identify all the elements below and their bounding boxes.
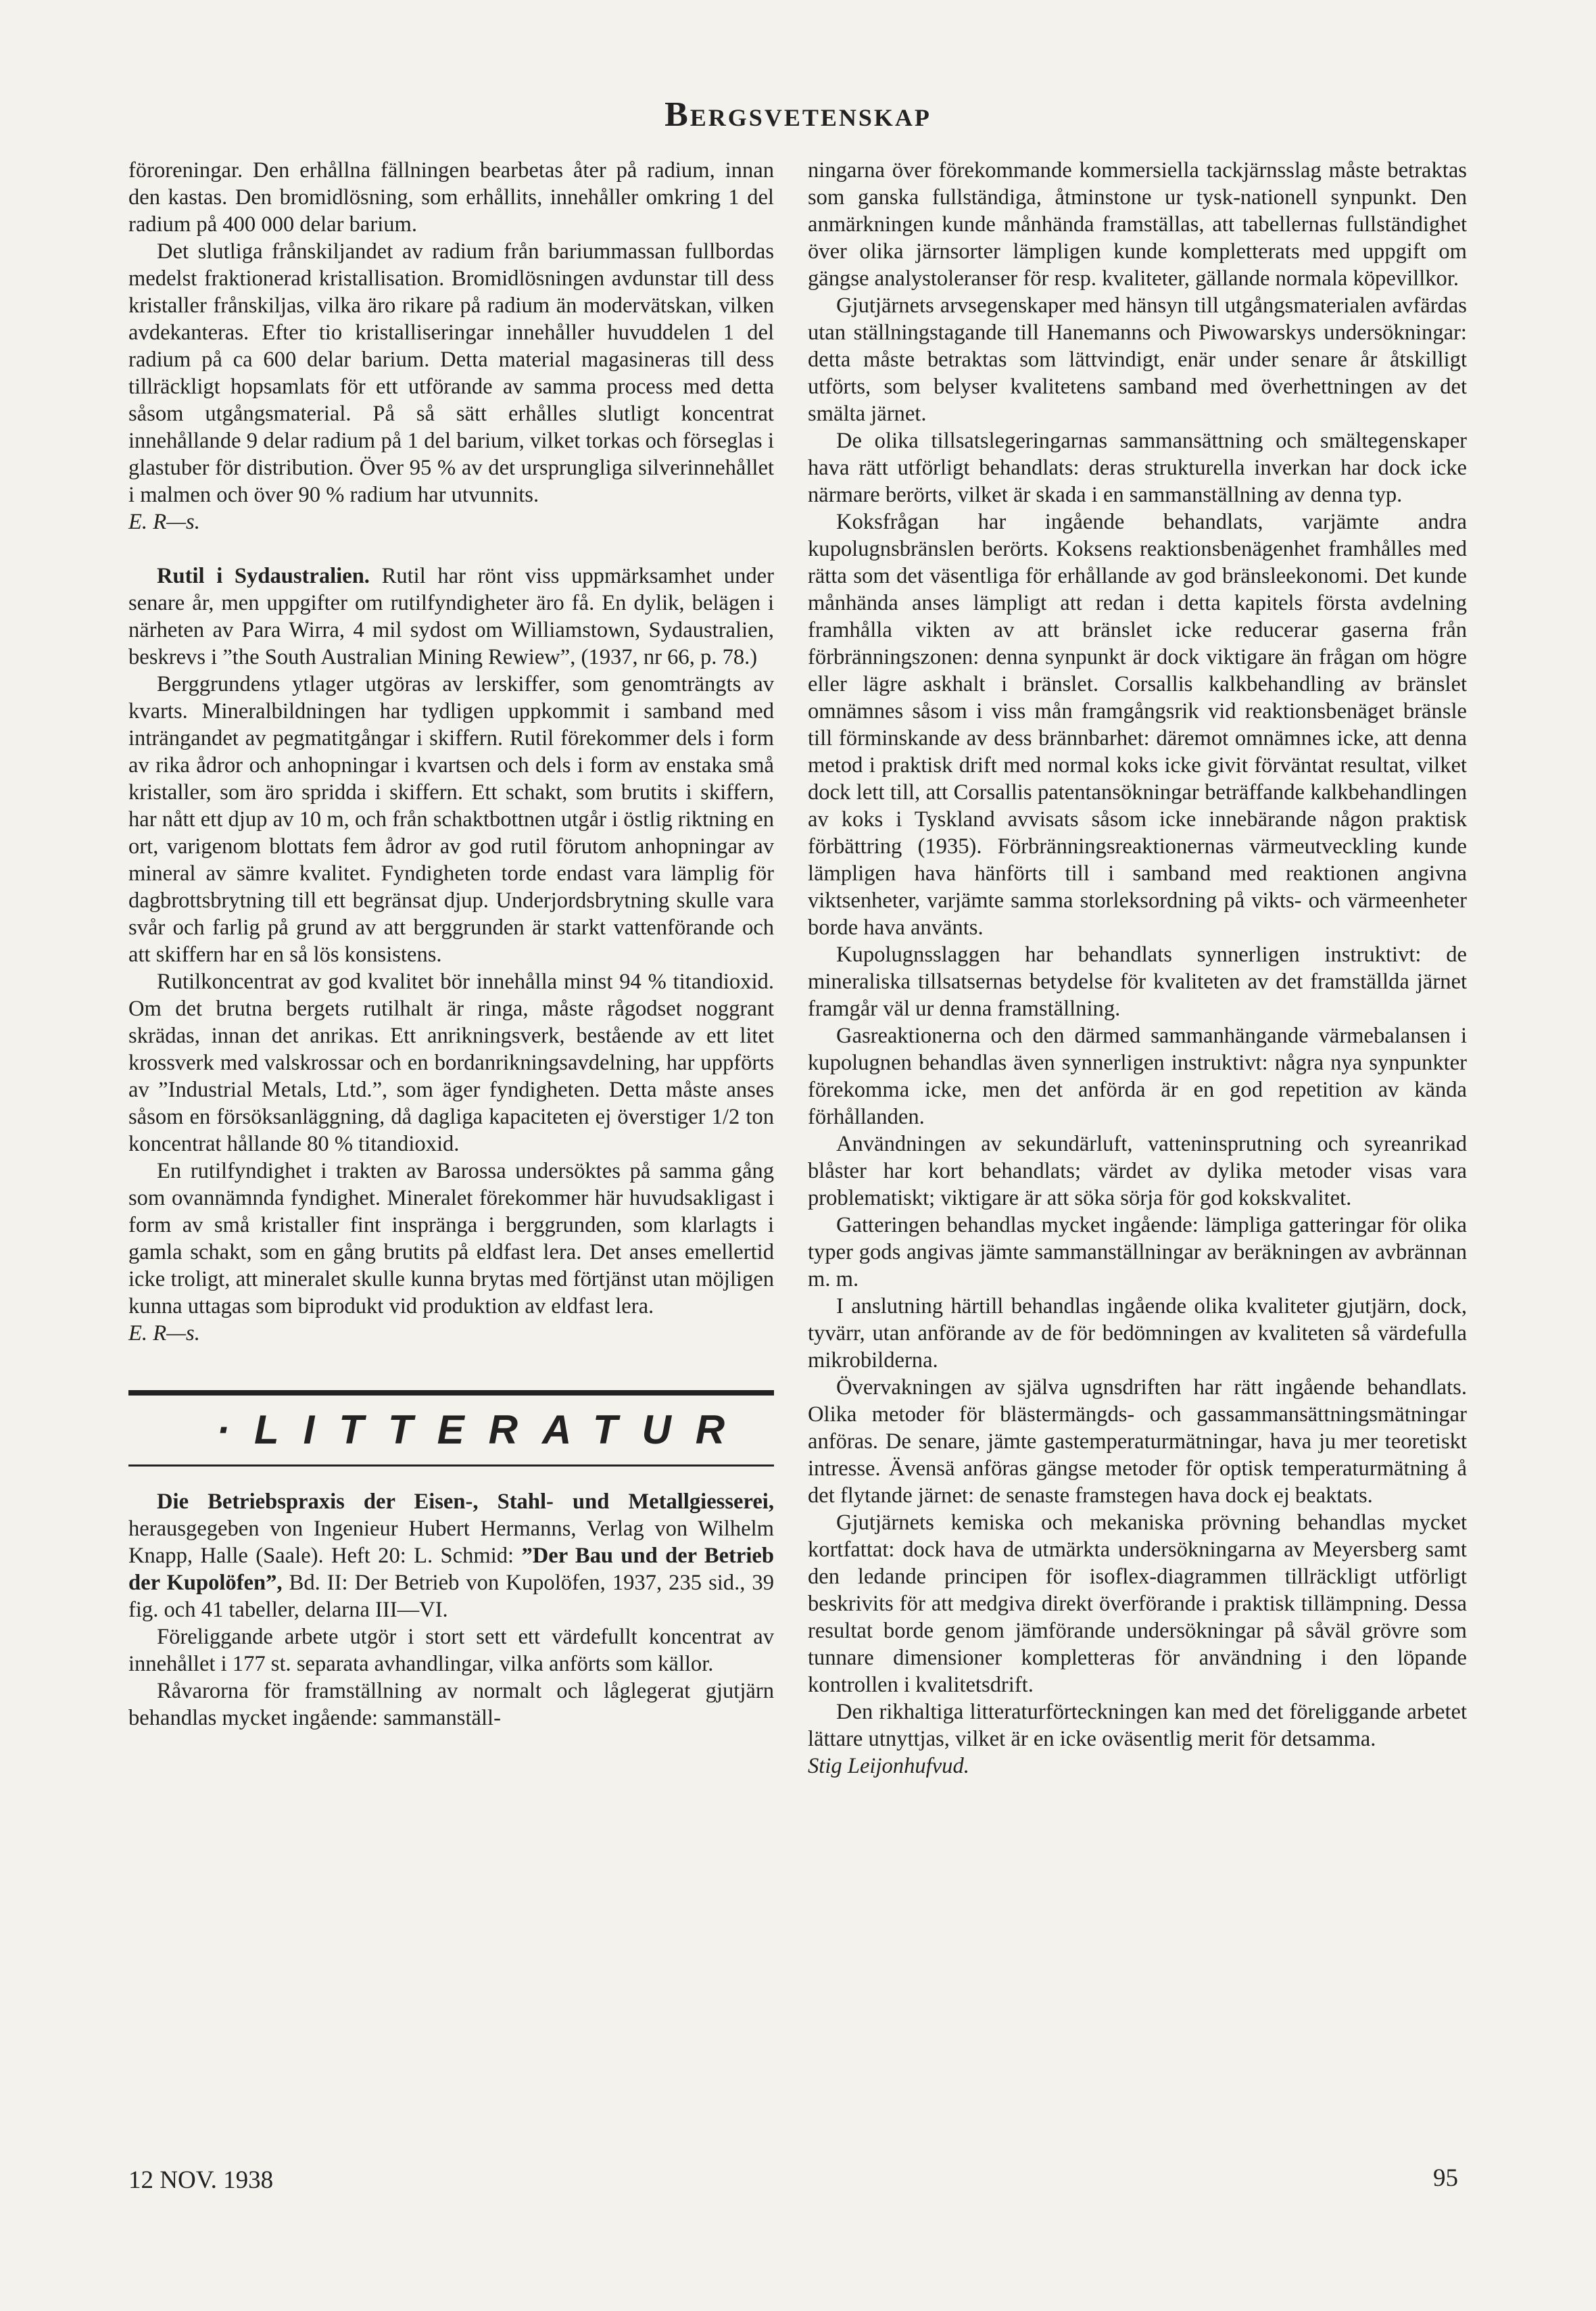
paragraph: Rutilkoncentrat av god kvalitet bör innehålla minst 94 % titandioxid. Om det brutna bergets rutilhalt är ringa, måste rågodset noggrant skrädas, innan det anrikas. Ett anrikningsverk, bestående av ett litet krossverk med valskrossar och en bordanrikningsavdelning, har uppförts av ”Industrial Metals, Ltd.”, som äger fyndigheten. Detta måste anses såsom en försöksanläggning, då dagliga kapaciteten ej överstiger 1/2 ton koncentrat hållande 80 % titandioxid.: [128, 970, 774, 1156]
paragraph: En rutilfyndighet i trakten av Barossa undersöktes på samma gång som ovannämnda fyndighet. Mineralet förekommer här huvudsakligast i form av små kristaller fint inspränga i berggrunden, som klarlagts i gamla schakt, som en gång brutits på eldfast lera. Det anses emellertid icke troligt, att mineralet skulle kunna brytas med förtjänst utan möjligen kunna uttagas som biprodukt vid produktion av eldfast lera.: [128, 1159, 774, 1318]
book-details: Bd. II: Der Betrieb von Kupolöfen, 1937, 235 sid., 39 fig. och 41 tabeller, delarna III—VI.: [128, 1571, 774, 1622]
paragraph: ningarna över förekommande kommersiella tackjärnsslag måste betraktas som ganska fullständiga, åtminstone ur tysk-nationell synpunkt. Den anmärkningen kunde månhända framställas, att tabellernas fullständighet över olika järnsorter lämpligen kunde kompletterats med uppgift om gängse analystoleranser för resp. kvaliteter, gällande normala köpevillkor.: [808, 158, 1467, 291]
paragraph: Den rikhaltiga litteraturförteckningen kan med det föreliggande arbetet lättare utnyttjas, vilket är en icke oväsentlig merit för detsamma.: [808, 1700, 1467, 1751]
book-title: ”Der Bau und der Betrieb der Kupolöfen”,: [128, 1544, 774, 1595]
signature: E. R—s.: [128, 1321, 200, 1345]
paragraph: Föreliggande arbete utgör i stort sett ett värdefullt koncentrat av innehållet i 177 st. separata avhandlingar, vilka anförts som källor.: [128, 1625, 774, 1676]
article-intro: Rutil har rönt viss uppmärksamhet under senare år, men uppgifter om rutilfyndigheter äro få. En dylik, belägen i närheten av Para Wirra, 4 mil sydost om Williamstown, Sydaustralien, beskrevs i ”the South Australian Mining Rewiew”, (1937, nr 66, p. 78.): [128, 564, 774, 669]
signature: E. R—s.: [128, 510, 200, 534]
journal-header: Bergsvetenskap: [664, 95, 932, 134]
article-heading: Rutil i Sydaustralien.: [157, 564, 370, 588]
paragraph: Gjutjärnets kemiska och mekaniska prövning behandlas mycket kortfattat: dock hava de utmärkta undersökningarna av Meyersberg samt den ledande principen för isoflex-diagrammen tillräckligt utförligt beskrivits för att medgiva direkt överförande i praktisk tillämpning. Dessa resultat borde genom jämförande undersökningar på såväl grövre som tunnare dimensioner kompletteras för användning i den löpande kontrollen i kvalitetsdrift.: [808, 1510, 1467, 1697]
paragraph: Gjutjärnets arvsegenskaper med hänsyn till utgångsmaterialen avfärdas utan ställningstagande till Hanemanns och Piwowarskys undersökningar: detta måste betraktas som lättvindigt, enär under senare år åtskilligt utförts, som belyser kvalitetens samband med överhettningen av det smälta järnet.: [808, 293, 1467, 426]
section-title: ·LITTERATUR: [216, 1407, 750, 1452]
book-citation: [128, 1488, 774, 1623]
left-column: [128, 157, 774, 1732]
book-series-title: Die Betriebspraxis der Eisen-, Stahl- und Metallgiesserei,: [157, 1490, 774, 1514]
issue-date: 12 NOV. 1938: [128, 2166, 274, 2194]
paragraph: Övervakningen av själva ugnsdriften har rätt ingående behandlats. Olika metoder för blästermängds- och gassammansättningsmätningar anföras. De senare, jämte gastemperaturmätningar, hava ju mer teoretiskt intresse. Ävensä anföras gängse metoder för optisk temperaturmätning å det flytande järnet: de senaste framstegen hava dock ej beaktats.: [808, 1375, 1467, 1508]
spacer: [128, 535, 774, 563]
paragraph: Koksfrågan har ingående behandlats, varjämte andra kupolugnsbränslen berörts. Koksens reaktionsbenägenhet framhålles med rätta som det väsentliga för erhållande av god bränsleekonomi. Det kunde månhända anses lämpligt att redan i detta kapitels första avdelning framhålla vikten av att bränslet icke reducerar gaserna från förbränningszonen: denna synpunkt är dock viktigare än frågan om högre eller lägre askhalt i bränslet. Corsallis kalkbehandling av bränslet omnämnes såsom i viss mån framgångsrik vid reaktionsbenäget bränsle till förminskande av dess brännbarhet: däremot omnämnes icke, att denna metod i praktisk drift med normal koks icke givit förväntat resultat, vilket dock lett till, att Corsallis patentansökningar beträffande kalkbehandlingen av koks i Tyskland avvisats såsom icke innebärande någon praktisk förbättring (1935). Förbränningsreaktionernas värmeutveckling kunde lämpligen hava hänförts till i samband med reaktionen angivna viktsenheter, varjämte samma storleksordning på vikts- och värmeenheter borde hava använts.: [808, 510, 1467, 940]
paragraph: föroreningar. Den erhållna fällningen bearbetas åter på radium, innan den kastas. Den bromidlösning, som erhållits, innehåller omkring 1 del radium på 400 000 delar barium.: [128, 158, 774, 237]
signature: Stig Leijonhufvud.: [808, 1754, 969, 1778]
section-banner: [128, 1390, 774, 1467]
paragraph: Berggrundens ytlager utgöras av lerskiffer, som genomträngts av kvarts. Mineralbildningen har tydligen uppkommit i samband med inträngandet av pegmatitgångar i skiffern. Rutil förekommer dels i form av rika ådror och anhopningar i kvartsen och dels i form av enstaka små kristaller, som äro spridda i skiffern. Ett schakt, som brutits i skiffern, har nått ett djup av 10 m, och från schaktbottnen utgår i östlig riktning en ort, varigenom blottats fem ådror av god rutil förutom anhopningar av mineral av sämre kvalitet. Fyndigheten torde endast vara lämplig för dagbrottsbrytning till ett begränsat djup. Underjordsbrytning skulle vara svår och farlig på grund av att berggrunden är starkt vattenförande och att skiffern har en så lös konsistens.: [128, 672, 774, 967]
paragraph: Gasreaktionerna och den därmed sammanhängande värmebalansen i kupolugnen behandlas även synnerligen instruktivt: några nya synpunkter förekomma icke, men det anförda är en god repetition av kända förhållanden.: [808, 1024, 1467, 1129]
paragraph: Gatteringen behandlas mycket ingående: lämpliga gatteringar för olika typer gods angivas jämte sammanställningar av beräkningen av avbrännan m. m.: [808, 1213, 1467, 1291]
book-publisher: herausgegeben von Ingenieur Hubert Hermanns, Verlag von Wilhelm Knapp, Halle (Saale). Heft 20: L. Schmid:: [128, 1517, 774, 1568]
paragraph: Råvarorna för framställning av normalt och låglegerat gjutjärn behandlas mycket ingående: sammanställ-: [128, 1679, 774, 1730]
rule-bottom: [128, 1464, 774, 1467]
paragraph: Kupolugnsslaggen har behandlats synnerligen instruktivt: de mineraliska tillsatsernas betydelse för kvaliteten av det framställda järnet framgår väl ur denna framställning.: [808, 943, 1467, 1021]
paragraph: Det slutliga frånskiljandet av radium från bariummassan fullbordas medelst fraktionerad kristallisation. Bromidlösningen avdunstar till dess kristaller frånskiljas, vilka äro rikare på radium än modervätskan, vilken avdekanteras. Efter tio kristalliseringar innehåller huvuddelen 1 del radium på ca 600 delar barium. Detta material magasineras till dess tillräckligt hopsamlats för ett utförande av samma process med detta såsom utgångsmaterial. På så sätt erhålles slutligt koncentrat innehållande 9 delar radium på 1 del barium, vilket torkas och förseglas i glastuber för distribution. Över 95 % av det ursprungliga silverinnehållet i malmen och över 90 % radium har utvunnits.: [128, 239, 774, 507]
paragraph: De olika tillsatslegeringarnas sammansättning och smältegenskaper hava rätt utförligt behandlats: deras strukturella inverkan har dock icke närmare berörts, vilket är skada i en sammanställning av denna typ.: [808, 429, 1467, 507]
paragraph: Användningen av sekundärluft, vatteninsprutning och syreanrikad blåster har kort behandlats; värdet av dylika metoder visas vara problematiskt; viktigare är att söka sörja för god kokskvalitet.: [808, 1132, 1467, 1210]
rule-top: [128, 1390, 774, 1396]
page-number: 95: [1433, 2164, 1458, 2192]
right-column: [808, 157, 1467, 1780]
paragraph: I anslutning härtill behandlas ingående olika kvaliteter gjutjärn, dock, tyvärr, utan anförande av de för bedömningen av kvaliteten så värdefulla mikrobilderna.: [808, 1294, 1467, 1373]
article-rutil: [128, 563, 774, 671]
